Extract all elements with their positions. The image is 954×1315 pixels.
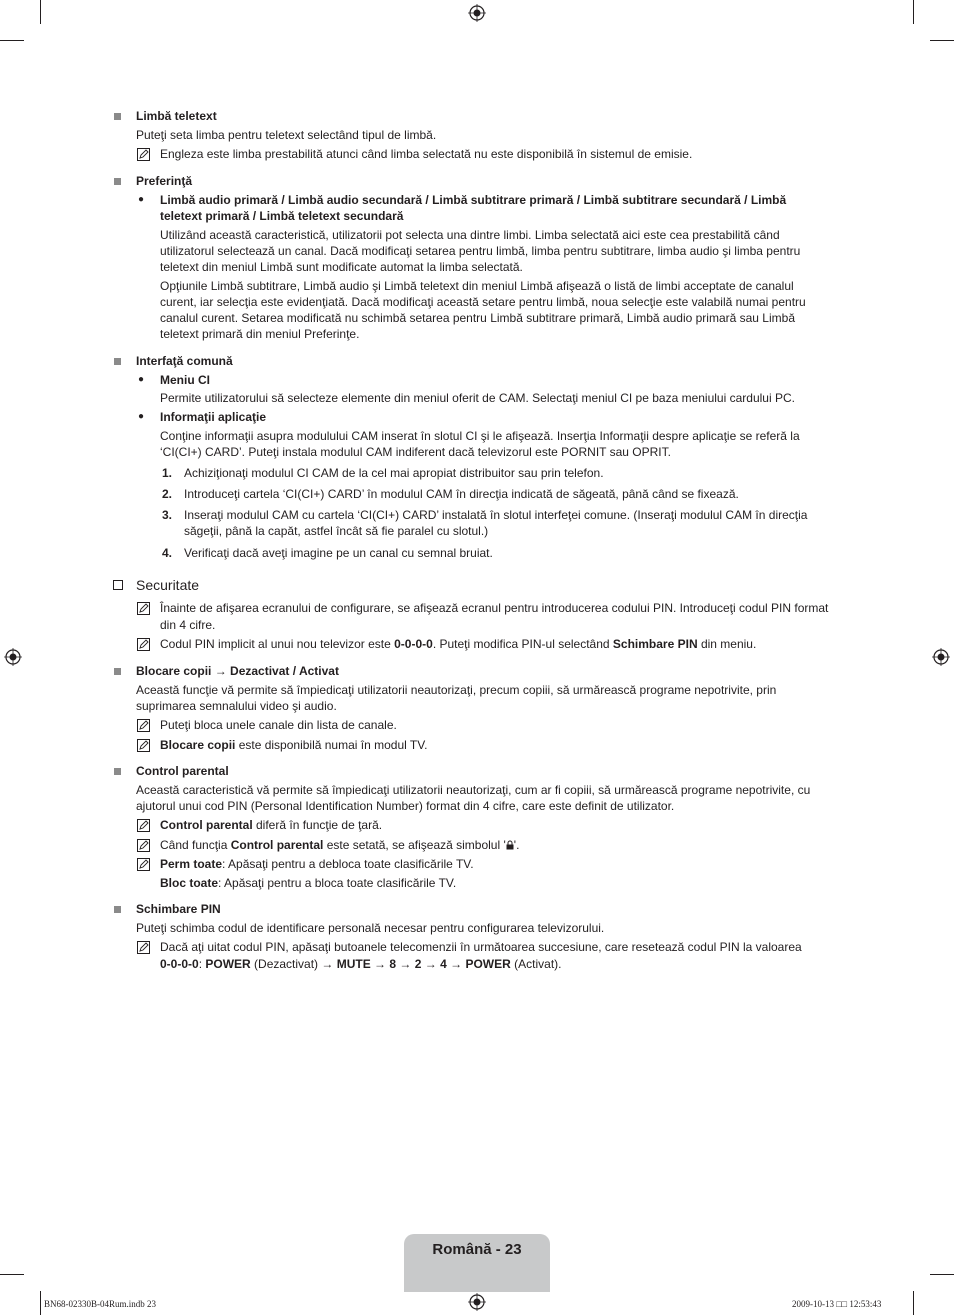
paragraph-line: Permite utilizatorului să selecteze elemente din meniul oferit de CAM. Selectaţi meniul CI pe baza meniului cardului PC. xyxy=(160,391,795,405)
step-number: 1. xyxy=(162,466,173,480)
registration-mark-icon xyxy=(468,1293,486,1311)
lock-icon xyxy=(506,840,514,850)
note-pencil-icon xyxy=(137,839,150,852)
crop-mark xyxy=(40,0,41,24)
paragraph-line: Această funcţie vă permite să împiedicaţi utilizatorii neautorizaţi, precum copiii, să urmărească programe nepotrivite, prin xyxy=(136,683,777,697)
section-title-preferinta: Preferinţă xyxy=(136,174,193,188)
crop-mark xyxy=(930,40,954,41)
step-number: 4. xyxy=(162,546,173,560)
registration-mark-icon xyxy=(468,4,486,22)
section-title-blocare: Blocare copii → Dezactivat / Activat xyxy=(136,664,339,678)
crop-mark xyxy=(913,1291,914,1315)
paragraph-line: suprimarea semnalului video şi audio. xyxy=(136,699,337,713)
paragraph-line: teletext din meniul Limbă sunt modificate automat la limba selectată. xyxy=(160,260,523,274)
square-bullet xyxy=(114,906,121,913)
step-text: Achiziţionaţi modulul CI CAM de la cel mai apropiat distribuitor sau prin telefon. xyxy=(184,466,604,480)
crop-mark xyxy=(930,1274,954,1275)
menu-ref: Schimbare PIN xyxy=(612,637,698,651)
note-pencil-icon xyxy=(137,602,150,615)
text: . Puteţi modifica PIN-ul selectând xyxy=(432,637,613,651)
registration-mark-icon xyxy=(932,648,950,666)
note-pencil-icon xyxy=(137,719,150,732)
crop-mark xyxy=(913,0,914,24)
crop-mark xyxy=(0,1274,24,1275)
paragraph-line: ajutorul unui cod PIN (Personal Identification Number) format din 4 cifre, care este definit de utilizator. xyxy=(136,799,675,813)
reset-sequence xyxy=(160,956,561,972)
menu-ref: Bloc toate xyxy=(160,876,219,890)
text: este disponibilă numai în modul TV. xyxy=(235,738,428,752)
note-pencil-icon xyxy=(137,819,150,832)
paragraph-line: canalul curent. Setarea modificată nu schimbă setarea pentru Limbă subtitrare primară, Limbă audio primară sau Limbă xyxy=(160,311,795,325)
sequence-key: 4 xyxy=(440,957,447,971)
paragraph-line: Această caracteristică vă permite să împiedicaţi utilizatorii neautorizaţi, cum ar fi copiii, să urmărească programe nepotrivite, cu xyxy=(136,783,811,797)
note-pencil-icon xyxy=(137,638,150,651)
sequence-sep: → xyxy=(421,957,441,971)
round-bullet: ● xyxy=(138,411,145,422)
section-desc: Puteţi seta limba pentru teletext selectând tipul de limbă. xyxy=(136,128,437,142)
square-bullet xyxy=(114,358,121,365)
round-bullet: ● xyxy=(138,194,145,205)
square-bullet xyxy=(114,113,121,120)
paragraph-line: Opţiunile Limbă subtitrare, Limbă audio şi Limbă teletext din meniul Limbă afişează o listă de limbi acceptate de canalul xyxy=(160,279,794,293)
step-text: Verificaţi dacă aveţi imagine pe un canal cu semnal bruiat. xyxy=(184,546,493,560)
section-title-control: Control parental xyxy=(136,764,229,778)
sequence-sep: (Dezactivat) → xyxy=(250,957,337,971)
section-heading-securitate: Securitate xyxy=(136,577,200,593)
crop-mark xyxy=(0,40,24,41)
sequence-sep: → xyxy=(370,957,390,971)
square-bullet xyxy=(114,178,121,185)
note-text: Înainte de afişarea ecranului de configurare, se afişează ecranul pentru introducerea codului PIN. Introduceţi codul PIN format xyxy=(160,601,829,615)
note-pencil-icon xyxy=(137,858,150,871)
section-title-limba-teletext: Limbă teletext xyxy=(136,109,217,123)
note-pencil-icon xyxy=(137,148,150,161)
note-text: din 4 cifre. xyxy=(160,618,216,632)
text: este setată, se afişează simbolul ' xyxy=(323,838,506,852)
note-text xyxy=(160,837,519,853)
text: : Apăsaţi pentru a bloca toate clasificările TV. xyxy=(218,876,457,890)
crop-mark xyxy=(40,1291,41,1315)
note-text xyxy=(160,875,456,891)
footer-file-info: BN68-02330B-04Rum.indb 23 xyxy=(44,1299,157,1309)
page-number: Română - 23 xyxy=(432,1241,522,1258)
note-pencil-icon xyxy=(137,941,150,954)
sequence-sep: : xyxy=(198,957,206,971)
bullet-title: Limbă audio primară / Limbă audio secundară / Limbă subtitrare primară / Limbă subtitrare secundară / Limbă xyxy=(160,193,787,207)
note-text xyxy=(160,737,427,753)
bullet-title-meniu-ci: Meniu CI xyxy=(160,373,210,387)
paragraph-line: Puteţi schimba codul de identificare personală necesar pentru configurarea televizorului. xyxy=(136,921,605,935)
note-pencil-icon xyxy=(137,739,150,752)
paragraph-line: Conţine informaţii asupra modulului CAM inserat în slotul CI şi le afişează. Inserţia Informaţii despre aplicaţie se referă la xyxy=(160,429,800,443)
section-title-interfata: Interfaţă comună xyxy=(136,354,233,368)
paragraph-line: curent, iar selecţia este evidenţiată. Dacă modificaţi această setare pentru limbă, noua selecţie este valabilă numai pentru xyxy=(160,295,806,309)
paragraph-line: utilizatorul selectează un canal. Dacă modificaţi setarea pentru limbă, limba pentru subtitrare, limba audio şi limba pentru xyxy=(160,244,801,258)
sequence-key: 2 xyxy=(414,957,422,971)
menu-ref: Blocare copii xyxy=(160,738,236,752)
section-title-schimbare: Schimbare PIN xyxy=(136,902,221,916)
note-text: Dacă aţi uitat codul PIN, apăsaţi butoanele telecomenzii în următoarea succesiune, care resetează codul PIN la valoarea xyxy=(160,940,802,954)
sequence-sep: (Activat). xyxy=(510,957,562,971)
bullet-title-info: Informaţii aplicaţie xyxy=(160,410,267,424)
paragraph-line: Utilizând această caracteristică, utilizatorii pot selecta una dintre limbi. Limba selectată aici este cea prestabilită când xyxy=(160,228,780,242)
page-number-badge xyxy=(404,1234,550,1292)
text: '. xyxy=(513,838,520,852)
footer-timestamp: 2009-10-13 □□ 12:53:43 xyxy=(792,1299,882,1309)
menu-ref: Perm toate xyxy=(160,857,223,871)
note-text: Puteţi bloca unele canale din lista de canale. xyxy=(160,718,397,732)
note-text xyxy=(160,856,474,872)
text: din meniu. xyxy=(697,637,757,651)
square-bullet xyxy=(114,768,121,775)
sequence-key: POWER xyxy=(205,957,251,971)
sequence-key: 0-0-0-0 xyxy=(160,957,199,971)
checkbox-bullet xyxy=(113,580,123,590)
sequence-sep: → xyxy=(446,957,466,971)
menu-ref: Control parental xyxy=(160,818,253,832)
step-text: Inseraţi modulul CAM cu cartela ‘CI(CI+) CARD’ instalată în slotul interfeţei comune. (Inseraţi modulul CAM în direcţia xyxy=(184,508,808,522)
sequence-key: MUTE xyxy=(336,957,371,971)
step-number: 2. xyxy=(162,487,173,501)
paragraph-line: ‘CI(CI+) CARD’. Puteţi instala modulul CAM indiferent dacă televizorul este PORNIT sau OPRIT. xyxy=(160,445,671,459)
step-text: săgeţii, până la capăt, astfel încât să fie paralel cu slotul.) xyxy=(184,524,489,538)
pin-value: 0-0-0-0 xyxy=(394,637,433,651)
note-text xyxy=(160,817,382,833)
sequence-key: 8 xyxy=(389,957,397,971)
sequence-sep: → xyxy=(396,957,415,971)
menu-ref: Control parental xyxy=(230,838,324,852)
step-number: 3. xyxy=(162,508,173,522)
paragraph-line: teletext primară din meniul Preferinţe. xyxy=(160,327,360,341)
round-bullet: ● xyxy=(138,374,145,385)
registration-mark-icon xyxy=(4,648,22,666)
text: : Apăsaţi pentru a debloca toate clasificările TV. xyxy=(222,857,474,871)
bullet-title: teletext primară / Limbă teletext secundară xyxy=(160,209,404,223)
text: Codul PIN implicit al unui nou televizor este xyxy=(160,637,395,651)
text: Când funcţia xyxy=(160,838,231,852)
note-text xyxy=(160,636,756,652)
step-text: Introduceţi cartela ‘CI(CI+) CARD’ în modulul CAM în direcţia indicată de săgeată, până când se fixează. xyxy=(184,487,739,501)
sequence-key: POWER xyxy=(465,957,511,971)
text: diferă în funcţie de ţară. xyxy=(252,818,383,832)
square-bullet xyxy=(114,668,121,675)
note-text: Engleza este limba prestabilită atunci când limba selectată nu este disponibilă în sistemul de emisie. xyxy=(160,147,693,161)
